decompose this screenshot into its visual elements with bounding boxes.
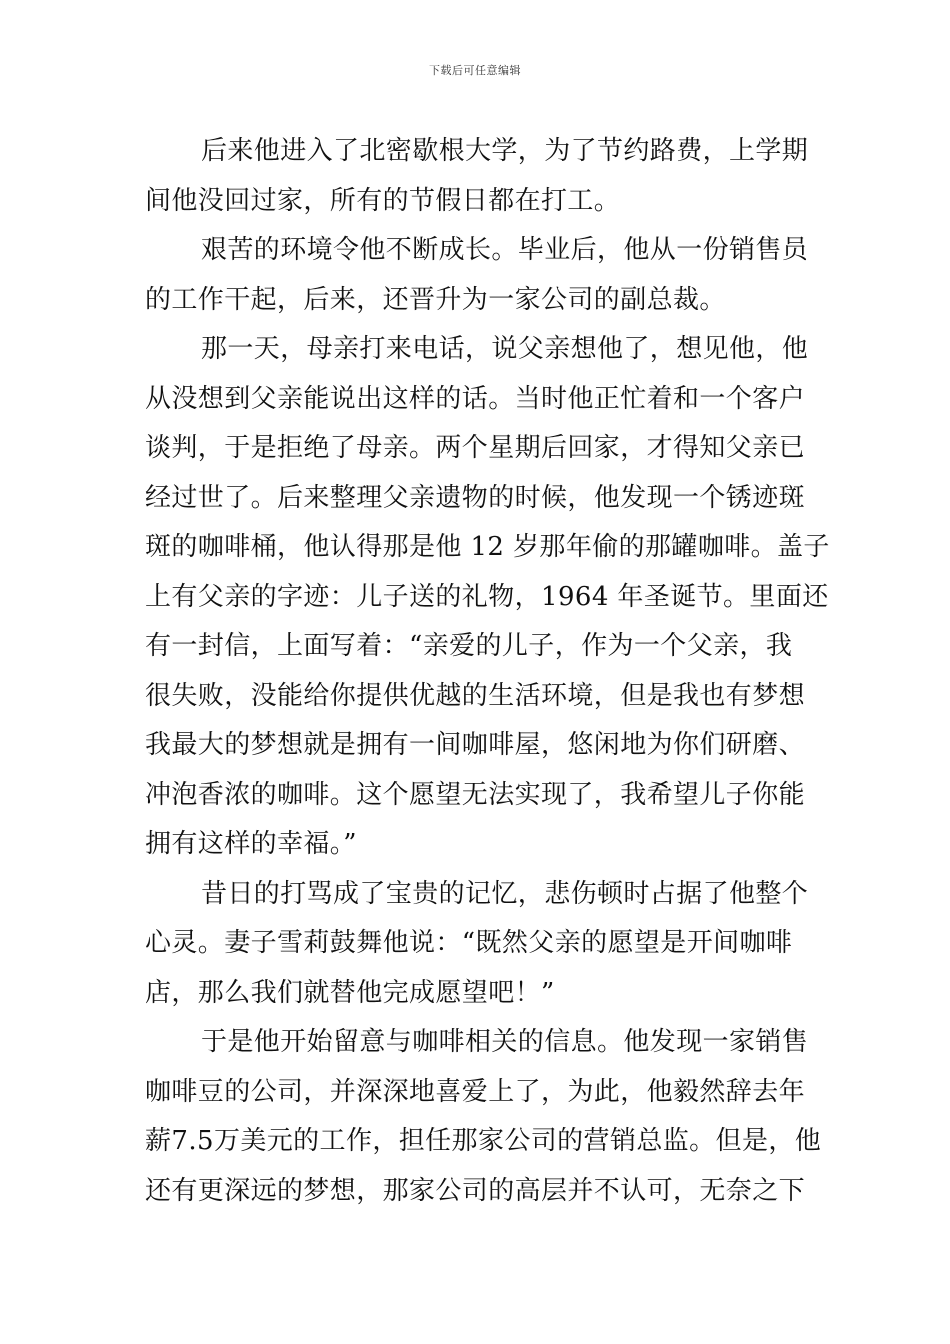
text-line: 很失败，没能给你提供优越的生活环境，但是我也有梦想	[145, 680, 806, 711]
text-line: 上有父亲的字迹：儿子送的礼物，1964 年圣诞节。里面还	[145, 581, 829, 612]
text-line: 有一封信，上面写着：“亲爱的儿子，作为一个父亲，我	[145, 631, 793, 661]
text-line: 后来他进入了北密歇根大学，为了节约路费，上学期	[201, 136, 809, 166]
text-line: 经过世了。后来整理父亲遗物的时候，他发现一个锈迹斑	[145, 482, 806, 513]
paragraph	[145, 870, 807, 1019]
text-line: 拥有这样的幸福。”	[145, 829, 357, 859]
paragraph	[145, 226, 807, 325]
text-line: 店，那么我们就替他完成愿望吧！”	[145, 977, 555, 1008]
text-line: 从没想到父亲能说出这样的话。当时他正忙着和一个客户	[145, 383, 806, 414]
text-line: 昔日的打骂成了宝贵的记忆，悲伤顿时占据了他整个	[201, 878, 809, 909]
text-line: 心灵。妻子雪莉鼓舞他说：“既然父亲的愿望是开间咖啡	[145, 928, 793, 958]
text-line: 的工作干起，后来，还晋升为一家公司的副总裁。	[145, 284, 726, 315]
text-line: 薪7.5万美元的工作，担任那家公司的营销总监。但是，他	[145, 1126, 822, 1156]
paragraph	[145, 1018, 822, 1216]
page-header: 下载后可任意编辑	[429, 64, 521, 77]
text-line: 那一天，母亲打来电话，说父亲想他了，想见他，他	[201, 334, 809, 364]
text-line: 斑的咖啡桶，他认得那是他 12 岁那年偷的那罐咖啡。盖子	[145, 532, 830, 562]
document-body	[145, 127, 830, 1216]
text-line: 间他没回过家，所有的节假日都在打工。	[145, 185, 621, 216]
text-line: 谈判，于是拒绝了母亲。两个星期后回家，才得知父亲已	[145, 433, 806, 463]
paragraph	[145, 325, 830, 870]
text-line: 还有更深远的梦想，那家公司的高层并不认可，无奈之下	[145, 1175, 806, 1206]
text-line: 艰苦的环境令他不断成长。毕业后，他从一份销售员	[201, 235, 809, 265]
paragraph	[145, 127, 807, 226]
text-line: 我最大的梦想就是拥有一间咖啡屋，悠闲地为你们研磨、	[145, 730, 806, 760]
text-line: 于是他开始留意与咖啡相关的信息。他发现一家销售	[201, 1027, 809, 1057]
text-line: 咖啡豆的公司，并深深地喜爱上了，为此，他毅然辞去年	[145, 1076, 806, 1107]
text-line: 冲泡香浓的咖啡。这个愿望无法实现了，我希望儿子你能	[145, 779, 806, 810]
